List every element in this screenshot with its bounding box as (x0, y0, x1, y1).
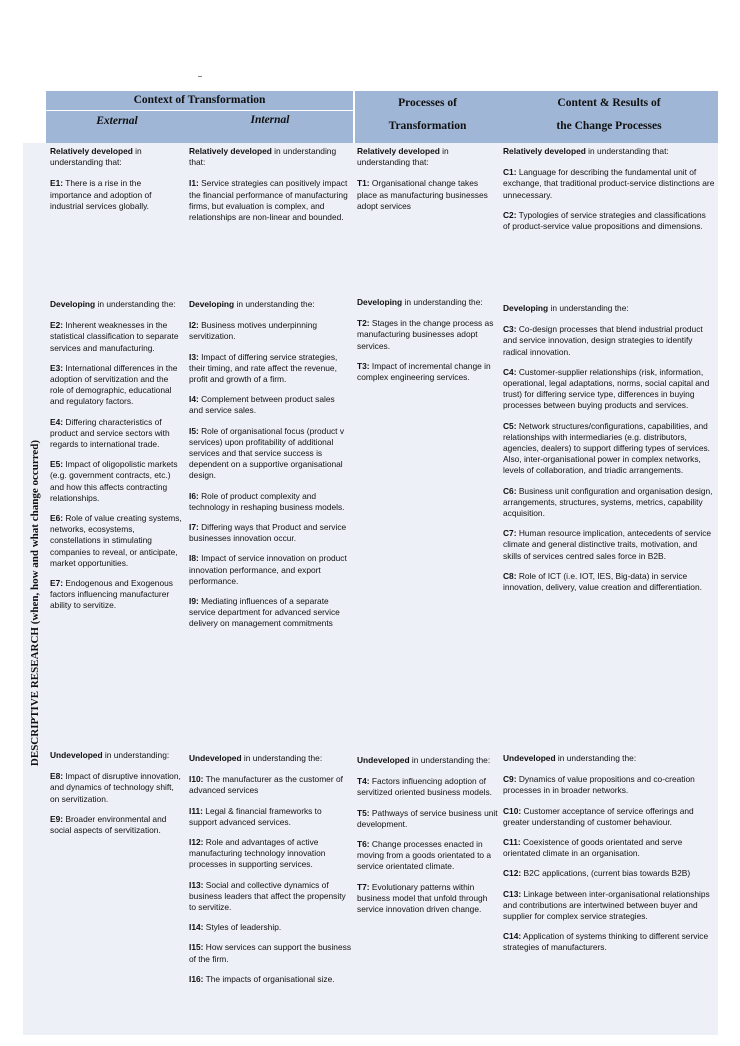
gap-item (357, 808, 498, 830)
gap-item-text: Social and collective dynamics of business leaders that affect the propensity to servitize. (189, 879, 346, 913)
header-processes-line1: Processes of (398, 97, 457, 109)
gap-item-code: I11: (189, 805, 203, 816)
gap-item-text: Human resource implication, antecedents of service climate and general distinctive traits, motivation, and skills of services centred sales force in B2B. (503, 528, 712, 561)
gap-item-code: T5: (357, 807, 370, 818)
scan-artifact (198, 76, 202, 77)
cell-lead (189, 299, 351, 310)
cell-lead (357, 297, 498, 308)
gap-item-code: C1: (503, 167, 517, 178)
gap-item-code: E7: (50, 578, 64, 589)
gap-item-text: Application of systems thinking to different service strategies of manufacturers. (503, 931, 709, 953)
gap-item-code: C6: (503, 485, 517, 496)
gap-item (189, 922, 351, 933)
gap-item-text: B2C applications, (current bias towards B2B) (521, 868, 691, 879)
gap-item-text: Organisational change takes place as manufacturing businesses adopt services (357, 178, 488, 211)
cell-processes-undeveloped (357, 755, 498, 924)
gap-item (189, 880, 351, 914)
gap-item-text: Role of value creating systems, networks, ecosystems, constellations in stimulating companies to reveal, or anticipate, market opportunities. (50, 513, 182, 568)
gap-item-text: Styles of leadership. (203, 922, 282, 933)
gap-item-text: International differences in the adoption of servitization and the role of demographic, educational and regulatory factors. (50, 362, 178, 407)
gap-item-text: Service strategies can positively impact the financial performance of manufacturing firms, but evaluation is complex, and relationships are non-linear and bounded. (189, 178, 348, 223)
gap-item-text: Role of product complexity and technology in reshaping business models. (189, 490, 345, 512)
gap-item (189, 426, 351, 482)
lead-text: in understanding that: (50, 146, 142, 168)
level-label: Developing (189, 299, 235, 309)
header-processes-line2: Transformation (388, 120, 467, 132)
cell-content-developing (503, 303, 715, 602)
lead-text: in understanding the: (241, 753, 323, 763)
gap-item-text: Co-design processes that blend industrial product and service innovation, design strategies to identify radical innovation. (503, 324, 703, 357)
gap-item (189, 974, 351, 985)
cell-processes-developing (357, 297, 498, 392)
gap-item-text: Differing characteristics of product and service sectors with regards to international trade. (50, 416, 170, 450)
gap-item-text: Inherent weaknesses in the statistical classification to separate services and manufacturing. (50, 320, 179, 353)
gap-item (189, 806, 351, 828)
gap-item-code: C14: (503, 931, 522, 942)
gap-item (189, 553, 351, 587)
header-internal: Internal (250, 114, 290, 126)
header-content-line2: the Change Processes (556, 120, 662, 132)
cell-lead (357, 146, 498, 168)
lead-text: in understanding the: (95, 299, 176, 309)
gap-item-code: I9: (189, 596, 199, 607)
gap-item-text: Impact of disruptive innovation, and dynamics of technology shift, on servitization. (50, 771, 181, 804)
gap-item-code: I8: (189, 553, 199, 564)
gap-item-text: Factors influencing adoption of servitized oriented business models. (357, 776, 492, 798)
cell-content-relatively-developed (503, 146, 715, 241)
gap-item (503, 324, 715, 358)
gap-item (189, 774, 351, 796)
cell-lead (503, 146, 715, 157)
gap-item-text: How services can support the business of the firm. (189, 942, 352, 964)
cell-external-undeveloped (50, 750, 184, 845)
gap-item (50, 513, 184, 569)
gap-item-text: Complement between product sales and service sales. (189, 394, 335, 416)
cell-lead (189, 146, 349, 168)
gap-item-text: Network structures/configurations, capabilities, and relationships with intermediaries (e.g. distributors, agencies, dealers) to support differing types of services. Also, inter-organisational power in complex networks, levels of collaboration, and triadic arrangements. (503, 420, 711, 476)
gap-item-code: I12: (189, 837, 204, 848)
cell-external-relatively-developed (50, 146, 182, 221)
gap-item-text: Change processes enacted in moving from a goods orientated to a service orientated climate. (357, 839, 492, 872)
gap-item-code: C2: (503, 209, 517, 220)
gap-item-code: I15: (189, 942, 204, 953)
gap-item-code: C11: (503, 837, 521, 848)
gap-item-code: E1: (50, 178, 64, 189)
side-label-column (23, 143, 47, 1035)
gap-item (50, 459, 184, 504)
gap-item (503, 806, 715, 828)
lead-text: in understanding the: (548, 303, 629, 313)
gap-item-code: E5: (50, 459, 64, 470)
lead-text: in understanding the: (402, 297, 483, 307)
lead-text: in understanding the: (409, 755, 491, 765)
gap-item-code: I13: (189, 879, 204, 890)
cell-lead (50, 750, 184, 761)
gap-item-text: Impact of oligopolistic markets (e.g. government contracts, etc.) and how this affects contracting relationships. (50, 459, 178, 503)
gap-item-text: The manufacturer as the customer of advanced services (189, 774, 343, 796)
header-content-line1: Content & Results of (557, 97, 661, 109)
gap-item-text: Impact of incremental change in complex engineering services. (357, 360, 491, 383)
level-label: Undeveloped (503, 753, 556, 763)
gap-item (503, 571, 715, 593)
gap-item-code: I4: (189, 394, 199, 405)
gap-item-code: E3: (50, 362, 64, 373)
level-label: Relatively developed (357, 146, 440, 156)
gap-item-code: C3: (503, 324, 517, 335)
level-label: Developing (50, 299, 96, 309)
gap-item-text: Business unit configuration and organisation design, arrangements, structures, systems, metrics, capability acquisition. (503, 485, 713, 519)
gap-item (189, 522, 351, 544)
gap-item-code: T4: (357, 776, 370, 787)
gap-item-code: C10: (503, 805, 522, 816)
lead-text: in understanding the: (555, 753, 637, 763)
gap-item (503, 367, 715, 412)
gap-item-code: T3: (357, 360, 370, 371)
cell-lead (503, 753, 715, 764)
gap-item-text: Differing ways that Product and service businesses innovation occur. (189, 522, 347, 544)
level-label: Undeveloped (357, 755, 410, 765)
cell-lead (357, 755, 498, 766)
level-label: Relatively developed (50, 146, 133, 156)
gap-item (357, 882, 498, 916)
cell-content-undeveloped (503, 753, 715, 963)
gap-item (189, 352, 351, 386)
cell-external-developing (50, 299, 184, 621)
gap-item-code: I10: (189, 774, 204, 785)
gap-item (189, 394, 351, 416)
gap-item-code: C5: (503, 420, 517, 431)
gap-item-text: Evolutionary patterns within business model that unfold through service innovation driven change. (357, 881, 488, 915)
gap-item-code: C12: (503, 868, 522, 879)
gap-item (189, 491, 351, 513)
gap-item (503, 528, 715, 562)
gap-item (189, 178, 349, 223)
gap-item-text: Coexistence of goods orientated and serve orientated climate in an organisation. (503, 837, 683, 859)
gap-item-text: Impact of differing service strategies, their timing, and rate affect the revenue, profit and growth of a firm. (189, 351, 338, 385)
gap-item-text: Legal & financial frameworks to support advanced services. (189, 805, 322, 827)
gap-item-code: I16: (189, 973, 204, 984)
cell-lead (189, 753, 351, 764)
header-external: External (96, 115, 138, 127)
lead-text: in understanding that: (357, 146, 449, 168)
gap-item-code: C4: (503, 366, 517, 377)
gap-item (50, 178, 182, 212)
gap-item (189, 320, 351, 342)
gap-item (50, 578, 184, 612)
gap-item-code: I2: (189, 320, 199, 331)
cell-internal-relatively-developed (189, 146, 349, 232)
gap-item-code: T2: (357, 318, 370, 329)
cell-lead (50, 146, 182, 168)
gap-item-text: Business motives underpinning servitization. (189, 320, 318, 342)
gap-item (503, 868, 715, 879)
gap-item-code: C9: (503, 774, 517, 785)
gap-item-text: Role of organisational focus (product v services) upon profitability of additional services and that service success is dependent on a supportive organisational design. (189, 425, 345, 481)
gap-item-code: T1: (357, 178, 370, 189)
gap-item-text: Impact of service innovation on product innovation performance, and export performance. (189, 553, 347, 586)
cell-processes-relatively-developed (357, 146, 498, 221)
cell-internal-developing (189, 299, 351, 639)
cell-internal-undeveloped (189, 753, 351, 994)
gap-item (50, 320, 184, 354)
gap-item (50, 814, 184, 836)
gap-item (503, 774, 715, 796)
gap-item-code: E6: (50, 513, 64, 524)
lead-text: in understanding: (102, 750, 170, 760)
gap-item (189, 837, 351, 871)
level-label: Relatively developed (189, 146, 272, 156)
lead-text: in understanding that: (189, 146, 337, 168)
gap-item (357, 318, 498, 352)
gap-item (189, 942, 351, 964)
gap-item (503, 837, 715, 859)
gap-item-text: Broader environmental and social aspects of servitization. (50, 813, 167, 836)
gap-item-code: E8: (50, 771, 64, 782)
gap-item-code: I6: (189, 490, 199, 501)
level-label: Relatively developed (503, 146, 586, 156)
gap-item (357, 839, 498, 873)
gap-item (503, 486, 715, 520)
gap-item-text: Customer acceptance of service offerings and greater understanding of customer behaviour. (503, 805, 694, 827)
gap-item-text: Mediating influences of a separate service department for advanced service delivery on management commitments (189, 596, 340, 629)
gap-item (50, 363, 184, 408)
gap-item (357, 776, 498, 798)
gap-item-code: T6: (357, 839, 370, 850)
gap-item-code: E9: (50, 813, 64, 824)
gap-item-text: Stages in the change process as manufacturing businesses adopt services. (357, 318, 494, 351)
gap-item-text: Dynamics of value propositions and co-creation processes in in broader networks. (503, 774, 695, 796)
gap-item (50, 417, 184, 451)
gap-item-code: E4: (50, 416, 64, 427)
gap-item-text: Role of ICT (i.e. IOT, IES, Big-data) in service innovation, delivery, value creation and differentiation. (503, 570, 702, 593)
gap-item-text: Language for describing the fundamental unit of exchange, that traditional product-service distinctions are unnecessary. (503, 167, 715, 200)
gap-item-code: E2: (50, 320, 64, 331)
gap-item-text: There is a rise in the importance and adoption of industrial services globally. (50, 178, 152, 211)
cell-lead (50, 299, 184, 310)
gap-item-code: I3: (189, 351, 199, 362)
gap-item (357, 361, 498, 383)
gap-item (503, 210, 715, 232)
gap-item-code: T7: (357, 881, 370, 892)
gap-item-text: Typologies of service strategies and classifications of product-service value propositions and dimensions. (503, 209, 706, 232)
gap-item-text: Role and advantages of active manufacturing technology innovation processes in supporting services. (189, 837, 326, 870)
side-label: DESCRIPTIVE RESEARCH (when, how and what change occurred) (29, 439, 41, 767)
gap-item-code: C7: (503, 528, 517, 539)
gap-item-text: Pathways of service business unit development. (357, 807, 498, 829)
gap-item (503, 167, 715, 201)
level-label: Undeveloped (189, 753, 242, 763)
gap-item-code: I14: (189, 922, 204, 933)
gap-item (503, 889, 715, 923)
level-label: Developing (357, 297, 403, 307)
lead-text: in understanding the: (234, 299, 315, 309)
cell-lead (503, 303, 715, 314)
gap-item-code: I7: (189, 522, 199, 533)
gap-item-code: I5: (189, 425, 199, 436)
gap-item-text: Customer-supplier relationships (risk, information, operational, legal adaptations, norms, social capital and trust) for differing service type, differences in buying processes between buying products and services. (503, 366, 710, 411)
gap-item (189, 596, 351, 630)
gap-item (503, 421, 715, 477)
gap-item-text: Endogenous and Exogenous factors influencing manufacturer ability to servitize. (50, 578, 173, 611)
gap-item-text: Linkage between inter-organisational relationships and contributions are intertwined between buyer and supplier for complex service strategies. (503, 888, 710, 922)
gap-item-text: The impacts of organisational size. (203, 973, 335, 984)
gap-item (50, 771, 184, 805)
gap-item-code: C13: (503, 888, 522, 899)
lead-text: in understanding that: (585, 146, 669, 156)
gap-item (357, 178, 498, 212)
gap-item-code: I1: (189, 178, 199, 189)
level-label: Developing (503, 303, 549, 313)
header-context: Context of Transformation (133, 94, 266, 106)
level-label: Undeveloped (50, 750, 103, 760)
gap-item (503, 931, 715, 953)
gap-item-code: C8: (503, 570, 517, 581)
header-divider (46, 110, 353, 111)
